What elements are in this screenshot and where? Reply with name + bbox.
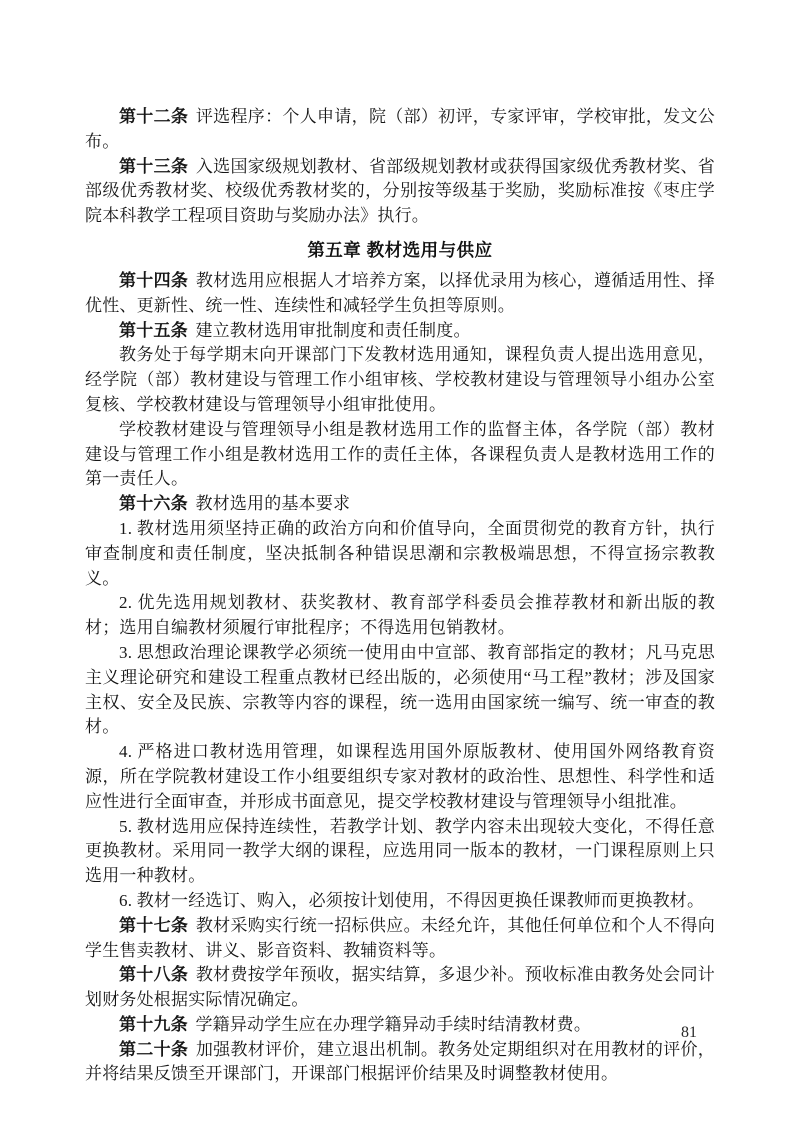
article-18-term: 第十八条 xyxy=(119,965,189,985)
article-16-text: 教材选用的基本要求 xyxy=(195,494,351,514)
article-14-term: 第十四条 xyxy=(119,270,189,290)
chapter-5-heading: 第五章 教材选用与供应 xyxy=(307,239,493,260)
article-18-paragraph xyxy=(85,963,715,1013)
article-19-term: 第十九条 xyxy=(119,1014,188,1034)
article-13-text: 入选国家级规划教材、省部级规划教材或获得国家级优秀教材奖、省部级优秀教材奖、校级优秀教材奖的，分别按等级基于奖励，奖励标准按《枣庄学院本科教学工程项目资助与奖励办法》执行。 xyxy=(85,156,715,226)
list-item-text: 5. 教材选用应保持连续性，若教学计划、教学内容未出现较大变化，不得任意更换教材。采用同一教学大纲的课程，应选用同一版本的教材，一门课程原则上只选用一种教材。 xyxy=(85,816,715,886)
article-16-term: 第十六条 xyxy=(119,494,188,514)
article-13-term: 第十三条 xyxy=(119,156,189,176)
article-15-detail-paragraph-2 xyxy=(85,418,715,492)
paragraph-text: 学校教材建设与管理领导小组是教材选用工作的监督主体，各学院（部）教材建设与管理工作小组是教材选用工作的责任主体，各课程负责人是教材选用工作的第一责任人。 xyxy=(85,419,715,489)
article-13-paragraph xyxy=(85,155,715,229)
document-body xyxy=(85,105,715,1087)
article-15-paragraph xyxy=(85,319,715,344)
article-16-item-1 xyxy=(85,517,715,591)
article-20-term: 第二十条 xyxy=(119,1039,189,1059)
article-15-term: 第十五条 xyxy=(119,320,188,340)
paragraph-text: 教务处于每学期末向开课部门下发教材选用通知，课程负责人提出选用意见，经学院（部）教材建设与管理工作小组审核、学校教材建设与管理领导小组办公室复核、学校教材建设与管理领导小组审批使用。 xyxy=(85,345,715,414)
article-16-item-4 xyxy=(85,740,715,814)
list-item-text: 3. 思想政治理论课教学必须统一使用由中宣部、教育部指定的教材；凡马克思主义理论研究和建设工程重点教材已经出版的，必须使用“马工程”教材；涉及国家主权、安全及民族、宗教等内容的课程，统一选用由国家统一编写、统一审查的教材。 xyxy=(85,642,715,737)
list-item-text: 4. 严格进口教材选用管理，如课程选用国外原版教材、使用国外网络教育资源，所在学院教材建设工作小组要组织专家对教材的政治性、思想性、科学性和适应性进行全面审查，并形成书面意见，提交学校教材建设与管理领导小组批准。 xyxy=(85,742,715,811)
page-number: 81 xyxy=(681,1024,697,1041)
article-17-term: 第十七条 xyxy=(119,915,189,935)
article-14-paragraph xyxy=(85,269,715,319)
article-16-paragraph xyxy=(85,492,715,517)
article-12-text: 评选程序：个人申请，院（部）初评，专家评审，学校审批，发文公布。 xyxy=(85,107,715,151)
article-16-item-2 xyxy=(85,591,715,641)
article-12-term: 第十二条 xyxy=(119,107,189,126)
article-17-paragraph xyxy=(85,914,715,964)
article-15-text: 建立教材选用审批制度和责任制度。 xyxy=(195,320,471,340)
article-16-item-5 xyxy=(85,815,715,889)
article-19-text: 学籍异动学生应在办理学籍异动手续时结清教材费。 xyxy=(195,1014,592,1034)
article-20-paragraph xyxy=(85,1038,715,1088)
article-18-text: 教材费按学年预收，据实结算，多退少补。预收标准由教务处会同计划财务处根据实际情况确定。 xyxy=(85,965,715,1010)
article-16-item-3 xyxy=(85,641,715,740)
article-17-text: 教材采购实行统一招标供应。未经允许，其他任何单位和个人不得向学生售卖教材、讲义、影音资料、教辅资料等。 xyxy=(85,915,715,960)
article-12-paragraph xyxy=(85,105,715,155)
article-16-item-6 xyxy=(85,889,715,914)
list-item-text: 1. 教材选用须坚持正确的政治方向和价值导向，全面贯彻党的教育方针，执行审查制度和责任制度，坚决抵制各种错误思潮和宗教极端思想，不得宣扬宗教教义。 xyxy=(85,518,715,588)
article-15-detail-paragraph-1 xyxy=(85,343,715,417)
article-14-text: 教材选用应根据人才培养方案，以择优录用为核心，遵循适用性、择优性、更新性、统一性、连续性和减轻学生负担等原则。 xyxy=(85,270,715,315)
article-20-text: 加强教材评价，建立退出机制。教务处定期组织对在用教材的评价，并将结果反馈至开课部门，开课部门根据评价结果及时调整教材使用。 xyxy=(85,1039,715,1084)
list-item-text: 2. 优先选用规划教材、获奖教材、教育部学科委员会推荐教材和新出版的教材；选用自编教材须履行审批程序；不得选用包销教材。 xyxy=(85,593,715,638)
list-item-text: 6. 教材一经选订、购入，必须按计划使用，不得因更换任课教师而更换教材。 xyxy=(119,890,705,910)
article-19-paragraph xyxy=(85,1013,715,1038)
